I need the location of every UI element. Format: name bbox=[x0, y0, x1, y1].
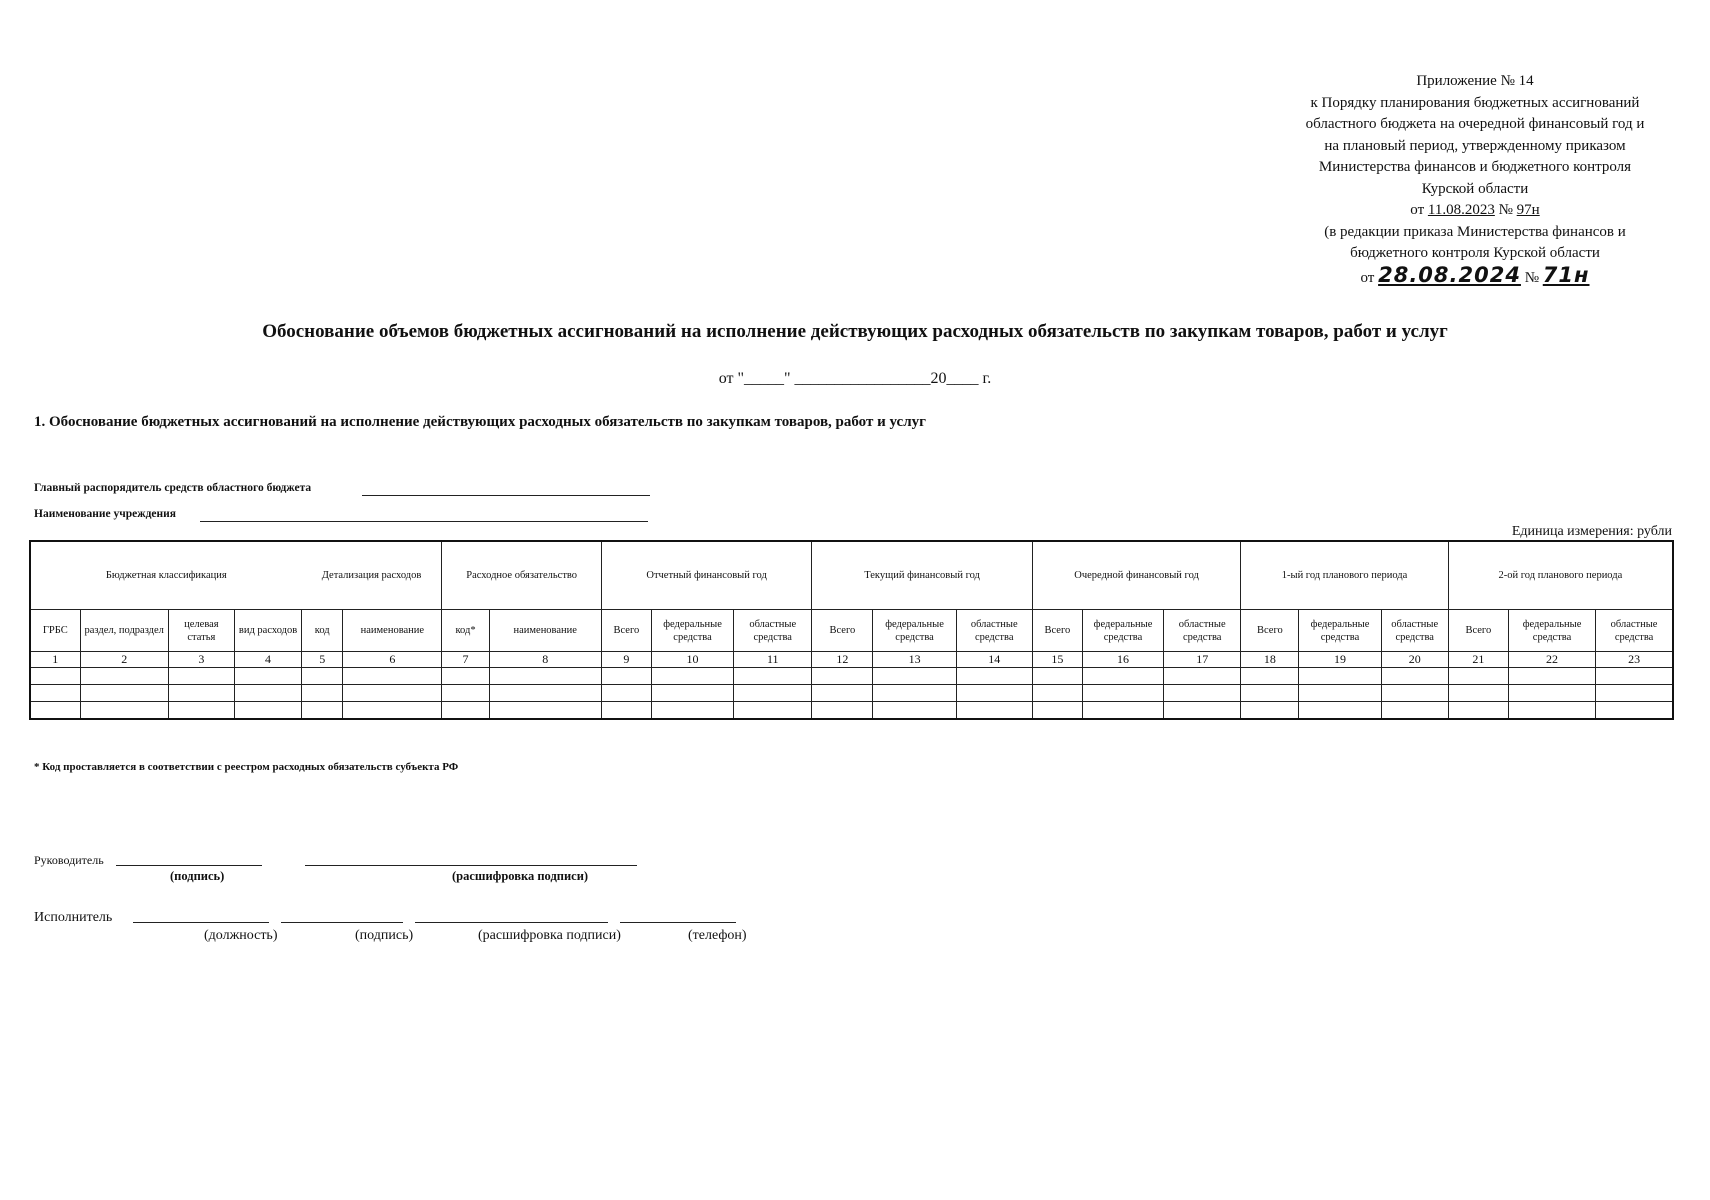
appendix-line-6: Курской области bbox=[1421, 180, 1529, 197]
table-cell[interactable] bbox=[1381, 668, 1448, 685]
table-cell[interactable] bbox=[30, 702, 80, 720]
table-cell[interactable] bbox=[302, 668, 343, 685]
column-header: Всего bbox=[1241, 610, 1299, 652]
column-header: Всего bbox=[601, 610, 651, 652]
executor-sign-caption: (подпись) bbox=[355, 928, 414, 943]
table-cell[interactable] bbox=[873, 668, 956, 685]
table-row bbox=[30, 668, 1673, 685]
column-number: 19 bbox=[1299, 652, 1381, 668]
table-cell[interactable] bbox=[1082, 668, 1163, 685]
column-number: 15 bbox=[1032, 652, 1082, 668]
table-cell[interactable] bbox=[489, 702, 601, 720]
table-cell[interactable] bbox=[956, 702, 1032, 720]
table-cell[interactable] bbox=[651, 702, 733, 720]
revision-line-2: бюджетного контроля Курской области bbox=[1350, 245, 1600, 261]
table-cell[interactable] bbox=[80, 702, 168, 720]
table-cell[interactable] bbox=[489, 685, 601, 702]
group-expense-detail: Детализация расходов bbox=[302, 541, 442, 610]
main-manager-field[interactable] bbox=[362, 495, 650, 496]
column-header: Всего bbox=[812, 610, 873, 652]
table-cell[interactable] bbox=[302, 685, 343, 702]
column-header: федеральные средства bbox=[651, 610, 733, 652]
revision-line-1: (в редакции приказа Министерства финансов и bbox=[1324, 223, 1626, 240]
table-cell[interactable] bbox=[1032, 668, 1082, 685]
table-cell[interactable] bbox=[956, 685, 1032, 702]
document-title: Обоснование объемов бюджетных ассигнований на исполнение действующих расходных обязательств по закупкам товаров, работ и услуг bbox=[262, 321, 1448, 342]
table-cell[interactable] bbox=[168, 668, 234, 685]
column-header: федеральные средства bbox=[873, 610, 956, 652]
table-cell[interactable] bbox=[30, 668, 80, 685]
table-cell[interactable] bbox=[1299, 702, 1381, 720]
column-number: 23 bbox=[1596, 652, 1673, 668]
institution-label: Наименование учреждения bbox=[34, 508, 177, 520]
table-cell[interactable] bbox=[1241, 668, 1299, 685]
head-decode-caption: (расшифровка подписи) bbox=[452, 869, 589, 883]
column-number: 8 bbox=[489, 652, 601, 668]
column-number: 7 bbox=[442, 652, 489, 668]
table-cell[interactable] bbox=[651, 685, 733, 702]
table-cell[interactable] bbox=[1448, 668, 1508, 685]
column-header: областные средства bbox=[1164, 610, 1241, 652]
executor-position-field[interactable] bbox=[133, 922, 269, 923]
column-number: 21 bbox=[1448, 652, 1508, 668]
order-prefix: от bbox=[1410, 202, 1425, 218]
table-cell[interactable] bbox=[812, 685, 873, 702]
executor-phone-field[interactable] bbox=[620, 922, 736, 923]
group-next-year: Очередной финансовый год bbox=[1032, 541, 1240, 610]
table-cell[interactable] bbox=[1032, 685, 1082, 702]
order-number: 97н bbox=[1516, 202, 1540, 218]
table-cell[interactable] bbox=[1448, 685, 1508, 702]
table-cell[interactable] bbox=[1596, 702, 1673, 720]
revision-no-sign: № bbox=[1524, 269, 1540, 286]
appendix-header bbox=[1240, 71, 1710, 289]
table-cell[interactable] bbox=[1299, 685, 1381, 702]
column-number: 17 bbox=[1164, 652, 1241, 668]
table-cell[interactable] bbox=[812, 702, 873, 720]
table-cell[interactable] bbox=[956, 668, 1032, 685]
table-group-header-row bbox=[30, 541, 1673, 610]
appendix-line-4: на плановый период, утвержденному приказом bbox=[1324, 137, 1626, 154]
column-header: Всего bbox=[1032, 610, 1082, 652]
table-cell[interactable] bbox=[1508, 685, 1595, 702]
column-number: 11 bbox=[734, 652, 812, 668]
table-cell[interactable] bbox=[80, 685, 168, 702]
table-cell[interactable] bbox=[1164, 702, 1241, 720]
appendix-line-5: Министерства финансов и бюджетного контроля bbox=[1318, 159, 1632, 175]
group-reporting-year: Отчетный финансовый год bbox=[601, 541, 811, 610]
column-header: федеральные средства bbox=[1508, 610, 1595, 652]
column-number: 10 bbox=[651, 652, 733, 668]
table-cell[interactable] bbox=[601, 685, 651, 702]
column-number: 13 bbox=[873, 652, 956, 668]
footnote: * Код проставляется в соответствии с реестром расходных обязательств субъекта РФ bbox=[34, 761, 459, 773]
column-header: областные средства bbox=[1596, 610, 1673, 652]
table-cell[interactable] bbox=[734, 685, 812, 702]
appendix-line-3: областного бюджета на очередной финансовый год и bbox=[1305, 116, 1645, 132]
table-cell[interactable] bbox=[873, 702, 956, 720]
table-cell[interactable] bbox=[651, 668, 733, 685]
unit-of-measure: Единица измерения: рубли bbox=[1511, 524, 1672, 539]
group-obligation: Расходное обязательство bbox=[442, 541, 601, 610]
executor-signature-field[interactable] bbox=[281, 922, 403, 923]
table-cell[interactable] bbox=[1082, 685, 1163, 702]
appendix-line-2: к Порядку планирования бюджетных ассигнований bbox=[1310, 94, 1640, 111]
table-cell[interactable] bbox=[343, 685, 442, 702]
table-cell[interactable] bbox=[1448, 702, 1508, 720]
section-title: 1. Обоснование бюджетных ассигнований на исполнение действующих расходных обязательств по закупкам товаров, работ и услуг bbox=[34, 414, 926, 430]
revision-number-handwritten: 71н bbox=[1542, 262, 1590, 287]
table-cell[interactable] bbox=[80, 668, 168, 685]
column-number: 16 bbox=[1082, 652, 1163, 668]
table-cell[interactable] bbox=[873, 685, 956, 702]
table-cell[interactable] bbox=[1164, 668, 1241, 685]
table-cell[interactable] bbox=[1241, 702, 1299, 720]
column-number: 12 bbox=[812, 652, 873, 668]
table-cell[interactable] bbox=[1241, 685, 1299, 702]
column-number: 18 bbox=[1241, 652, 1299, 668]
head-decode-field[interactable] bbox=[305, 865, 637, 866]
column-header: областные средства bbox=[734, 610, 812, 652]
executor-position-caption: (должность) bbox=[204, 928, 278, 943]
table-cell[interactable] bbox=[1164, 685, 1241, 702]
main-manager-label: Главный распорядитель средств областного бюджета bbox=[34, 482, 312, 494]
table-number-row bbox=[30, 652, 1673, 668]
head-sign-caption: (подпись) bbox=[170, 869, 225, 883]
column-header: наименование bbox=[343, 610, 442, 652]
revision-prefix: от bbox=[1360, 269, 1375, 286]
column-header: код* bbox=[442, 610, 489, 652]
table-cell[interactable] bbox=[168, 685, 234, 702]
table-cell[interactable] bbox=[734, 702, 812, 720]
appendix-number: Приложение № 14 bbox=[1416, 73, 1534, 89]
table-cell[interactable] bbox=[442, 685, 489, 702]
table-cell[interactable] bbox=[1508, 702, 1595, 720]
column-header: код bbox=[302, 610, 343, 652]
column-number: 14 bbox=[956, 652, 1032, 668]
table-cell[interactable] bbox=[234, 702, 301, 720]
order-reference bbox=[1240, 200, 1710, 222]
table-cell[interactable] bbox=[168, 702, 234, 720]
table-cell[interactable] bbox=[1596, 685, 1673, 702]
table-cell[interactable] bbox=[234, 685, 301, 702]
column-number: 2 bbox=[80, 652, 168, 668]
group-budget-classification: Бюджетная классификация bbox=[30, 541, 302, 610]
column-header: ГРБС bbox=[30, 610, 80, 652]
group-plan-year-2: 2-ой год планового периода bbox=[1448, 541, 1673, 610]
table-cell[interactable] bbox=[1299, 668, 1381, 685]
document-date-line: от "_____" _________________20____ г. bbox=[718, 370, 992, 387]
column-number: 22 bbox=[1508, 652, 1595, 668]
table-cell[interactable] bbox=[812, 668, 873, 685]
column-header: областные средства bbox=[956, 610, 1032, 652]
table-column-header-row bbox=[30, 610, 1673, 652]
table-cell[interactable] bbox=[1381, 685, 1448, 702]
column-header: раздел, подраздел bbox=[80, 610, 168, 652]
group-current-year: Текущий финансовый год bbox=[812, 541, 1033, 610]
executor-decode-field[interactable] bbox=[415, 922, 608, 923]
table-row bbox=[30, 685, 1673, 702]
institution-field[interactable] bbox=[200, 521, 648, 522]
column-number: 1 bbox=[30, 652, 80, 668]
table-cell[interactable] bbox=[1508, 668, 1595, 685]
column-header: вид расходов bbox=[234, 610, 301, 652]
table-row bbox=[30, 702, 1673, 720]
executor-decode-caption: (расшифровка подписи) bbox=[478, 928, 621, 943]
column-number: 6 bbox=[343, 652, 442, 668]
revision-date-handwritten: 28.08.2024 bbox=[1378, 262, 1521, 287]
head-signature-field[interactable] bbox=[116, 865, 262, 866]
table-cell[interactable] bbox=[302, 702, 343, 720]
table-cell[interactable] bbox=[343, 668, 442, 685]
table-cell[interactable] bbox=[601, 702, 651, 720]
column-header: целевая статья bbox=[168, 610, 234, 652]
revision-reference bbox=[1240, 262, 1710, 290]
executor-phone-caption: (телефон) bbox=[688, 928, 747, 943]
column-header: областные средства bbox=[1381, 610, 1448, 652]
column-number: 3 bbox=[168, 652, 234, 668]
order-no-sign: № bbox=[1498, 202, 1513, 218]
column-header: Всего bbox=[1448, 610, 1508, 652]
table-cell[interactable] bbox=[442, 702, 489, 720]
table-cell[interactable] bbox=[343, 702, 442, 720]
column-number: 20 bbox=[1381, 652, 1448, 668]
table-cell[interactable] bbox=[442, 668, 489, 685]
column-number: 5 bbox=[302, 652, 343, 668]
column-header: федеральные средства bbox=[1082, 610, 1163, 652]
group-plan-year-1: 1-ый год планового периода bbox=[1241, 541, 1448, 610]
column-header: федеральные средства bbox=[1299, 610, 1381, 652]
table-cell[interactable] bbox=[30, 685, 80, 702]
appropriations-table bbox=[29, 540, 1674, 720]
table-cell[interactable] bbox=[1082, 702, 1163, 720]
table-cell[interactable] bbox=[734, 668, 812, 685]
table-cell[interactable] bbox=[1032, 702, 1082, 720]
column-number: 4 bbox=[234, 652, 301, 668]
order-date: 11.08.2023 bbox=[1427, 202, 1495, 218]
table-cell[interactable] bbox=[489, 668, 601, 685]
table-cell[interactable] bbox=[601, 668, 651, 685]
column-number: 9 bbox=[601, 652, 651, 668]
table-cell[interactable] bbox=[1596, 668, 1673, 685]
table-cell[interactable] bbox=[234, 668, 301, 685]
head-label: Руководитель bbox=[34, 853, 104, 867]
executor-label: Исполнитель bbox=[34, 910, 113, 925]
table-cell[interactable] bbox=[1381, 702, 1448, 720]
column-header: наименование bbox=[489, 610, 601, 652]
